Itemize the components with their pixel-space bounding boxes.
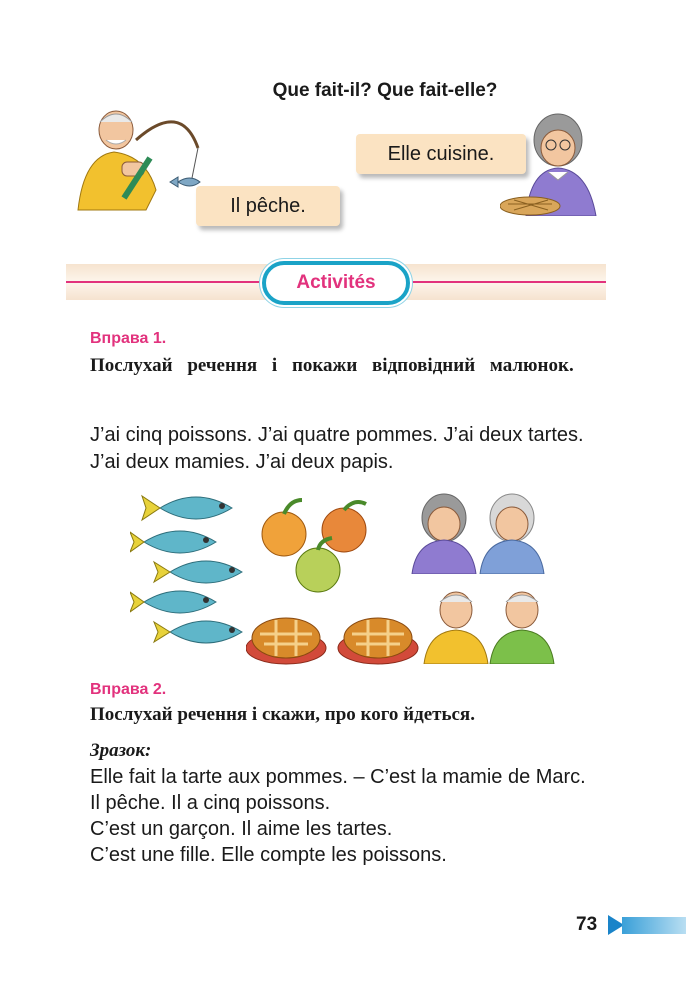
sample-label: Зразок: <box>90 740 152 761</box>
page-bar <box>622 917 686 934</box>
apples-illustration <box>256 494 376 596</box>
exercise-1-text: J’ai cinq poissons. J’ai quatre pommes. J’ai deux tartes. J’ai deux mamies. J’ai deux papis. <box>90 424 584 473</box>
speech-bubble-elle-cuisine <box>356 134 526 174</box>
grandpa-fishing-illustration <box>66 100 216 218</box>
exercise-2-line: Il pêche. Il a cinq poissons. <box>90 792 331 814</box>
bubble-text: Elle cuisine. <box>387 142 495 165</box>
page-title: Que fait-il? Que fait-elle? <box>272 80 498 101</box>
activities-label: Activités <box>296 272 376 293</box>
tarts-illustration <box>246 606 420 668</box>
exercise-2-line: C’est un garçon. Il aime les tartes. <box>90 818 393 840</box>
exercise-1-instruction: Послухай речення і покажи відповідний малюнок. <box>90 355 574 376</box>
speech-bubble-il-peche <box>196 186 340 226</box>
exercise-2-label: Вправа 2. <box>90 681 167 698</box>
two-grandpas-illustration <box>422 584 556 664</box>
page-number: 73 <box>576 914 598 935</box>
activities-badge <box>262 261 410 305</box>
exercise-1-label: Вправа 1. <box>90 330 167 347</box>
exercise-2-lines <box>90 764 610 868</box>
bubble-text: Il pêche. <box>230 194 306 217</box>
exercise-2-line: C’est une fille. Elle compte les poissons. <box>90 844 447 866</box>
exercise-2-instruction: Послухай речення і скажи, про кого йдеться. <box>90 704 475 725</box>
two-grandmas-illustration <box>408 490 550 574</box>
exercise-2-line: Elle fait la tarte aux pommes. – C’est la mamie de Marc. <box>90 766 586 788</box>
fish-illustration <box>130 494 246 656</box>
